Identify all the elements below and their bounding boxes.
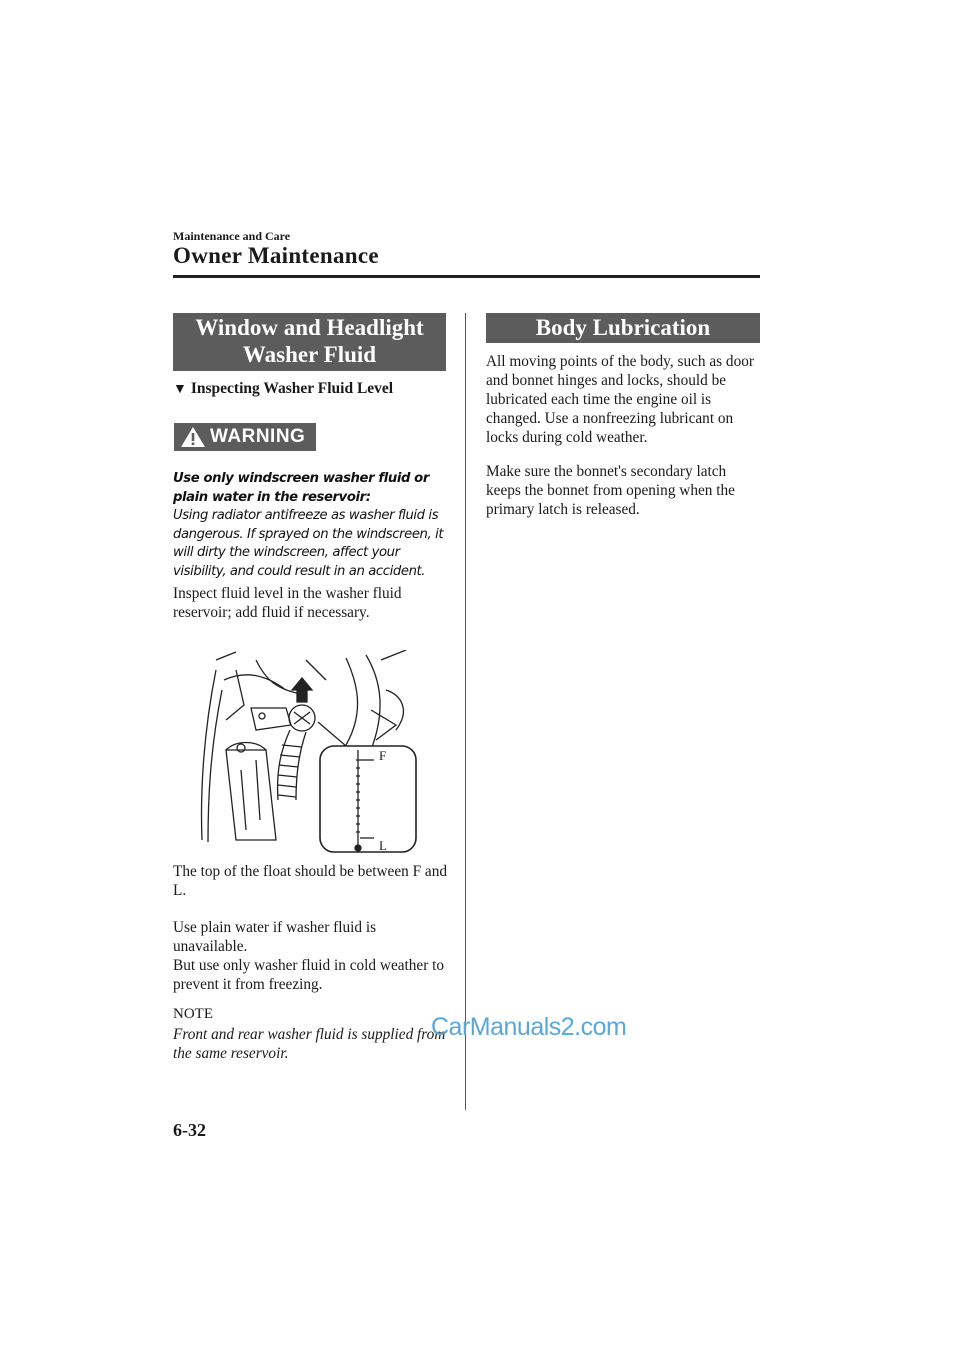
paragraph-plain-water-b: But use only washer fluid in cold weather to prevent it from freezing. <box>173 957 445 993</box>
paragraph-plain-water-a: Use plain water if washer fluid is unavailable. <box>173 919 377 955</box>
figure-label-l: L <box>379 838 387 853</box>
washer-reservoir-illustration <box>196 650 430 858</box>
warning-label: WARNING <box>210 426 306 447</box>
header-rule <box>173 275 760 278</box>
section-label: Maintenance and Care <box>173 229 291 243</box>
section-banner-body-lubrication: Body Lubrication <box>486 313 760 343</box>
chapter-title: Owner Maintenance <box>173 243 379 268</box>
banner-line-1: Window and Headlight <box>195 315 424 340</box>
column-divider <box>465 313 466 1110</box>
warning-text: Using radiator antifreeze as washer fluid is dangerous. If sprayed on the windscreen, it will dirty the windscreen, affect your visibility, and could result in an accident. <box>173 508 444 579</box>
paragraph-lubrication: All moving points of the body, such as door and bonnet hinges and locks, should be lubricated each time the engine oil is changed. Use a nonfreezing lubricant on locks during cold weather. <box>486 353 754 446</box>
paragraph-inspect: Inspect fluid level in the washer fluid reservoir; add fluid if necessary. <box>173 585 402 621</box>
note-heading: NOTE <box>173 1006 213 1022</box>
warning-badge <box>174 423 316 451</box>
page-number: 6-32 <box>173 1120 206 1140</box>
warning-bold-text: Use only windscreen washer fluid or plain water in the reservoir: <box>173 471 429 505</box>
warning-body <box>173 470 448 581</box>
down-triangle-icon: ▼ <box>173 382 187 397</box>
paragraph-plain-water <box>173 918 448 994</box>
subheading <box>173 380 393 398</box>
subheading-text: Inspecting Washer Fluid Level <box>190 380 394 397</box>
section-banner-washer-fluid <box>173 313 446 371</box>
paragraph-secondary-latch: Make sure the bonnet's secondary latch keeps the bonnet from opening when the primary latch is released. <box>486 463 735 518</box>
banner-line-2: Washer Fluid <box>242 342 377 367</box>
watermark-logo[interactable]: CarManuals2.com <box>431 1013 627 1041</box>
warning-triangle-icon <box>180 426 206 448</box>
washer-reservoir-figure <box>196 650 430 858</box>
figure-label-f: F <box>379 748 387 763</box>
paragraph-float: The top of the float should be between F and L. <box>173 863 447 899</box>
note-body: Front and rear washer fluid is supplied from the same reservoir. <box>173 1026 446 1062</box>
